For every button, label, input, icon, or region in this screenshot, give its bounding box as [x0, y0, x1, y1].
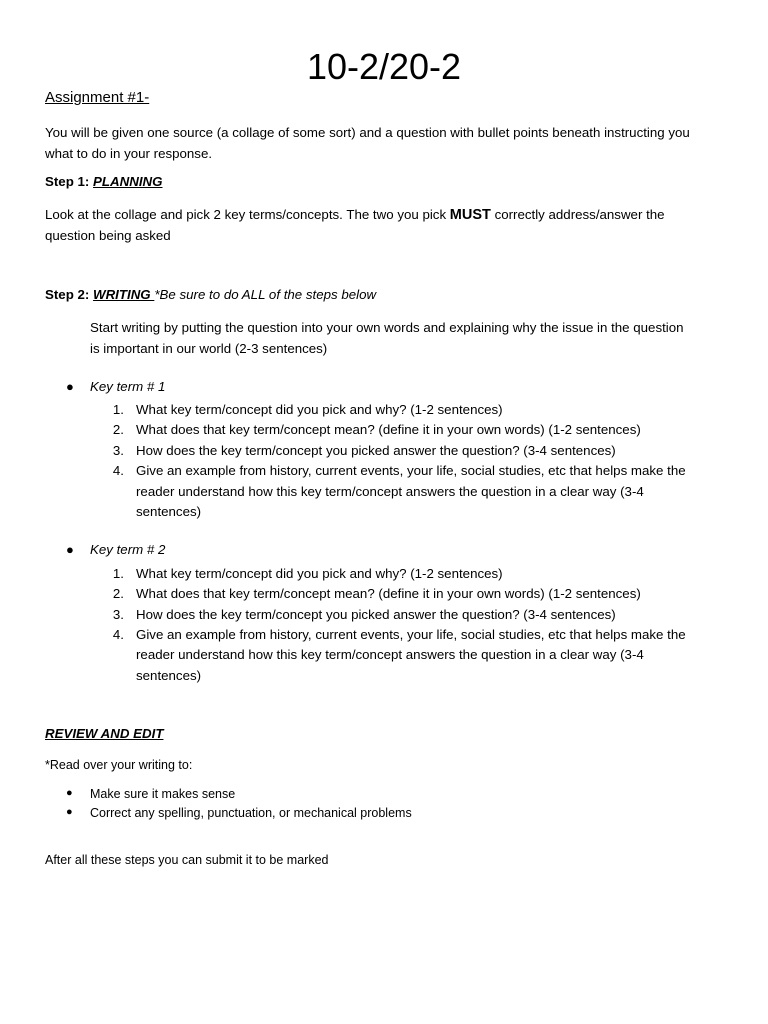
intro-line-1: You will be given one source (a collage of some sort) and a question with bullet points beneath instructing you [45, 125, 690, 140]
step1-text-after: correctly address/answer the [490, 207, 665, 222]
step2-name: WRITING [93, 287, 155, 302]
key-term-1-item-4-line-2: reader understand how this key term/concept answers the question in a clear way (3-4 [136, 484, 644, 499]
step2-heading [45, 287, 376, 302]
step1-text-before: Look at the collage and pick 2 key terms/concepts. The two you pick [45, 207, 450, 222]
must-emphasis: MUST [449, 207, 491, 223]
review-heading: REVIEW AND EDIT [45, 726, 164, 741]
step2-note: *Be sure to do ALL of the steps below [154, 287, 377, 302]
page-title: 10-2/20-2 [306, 46, 462, 87]
bullet-icon: ● [66, 542, 74, 557]
step1-heading [45, 174, 162, 189]
intro-line-2: what to do in your response. [45, 146, 213, 161]
step1-name: PLANNING [93, 174, 163, 189]
bullet-icon: ● [66, 787, 73, 799]
bullet-icon: ● [66, 379, 74, 394]
review-bullet-1: Make sure it makes sense [90, 787, 236, 801]
step2-para-line-1: Start writing by putting the question into your own words and explaining why the issue in the question [90, 320, 684, 335]
closing-text: After all these steps you can submit it to be marked [45, 853, 329, 867]
step1-line-1 [45, 204, 665, 226]
review-bullet-2: Correct any spelling, punctuation, or mechanical problems [90, 806, 412, 820]
key-term-2-item-4-line-3: sentences) [136, 668, 202, 683]
review-intro: *Read over your writing to: [45, 758, 193, 772]
key-term-1-label: Key term # 1 [90, 379, 166, 394]
step2-label: Step 2: [45, 287, 94, 302]
assignment-heading: Assignment #1- [45, 89, 150, 106]
step1-line-2: question being asked [45, 228, 171, 243]
step2-para-line-2: is important in our world (2-3 sentences) [90, 341, 328, 356]
key-term-2-label: Key term # 2 [90, 542, 166, 557]
bullet-icon: ● [66, 806, 73, 818]
key-term-2-item-4-line-2: reader understand how this key term/concept answers the question in a clear way (3-4 [136, 647, 644, 662]
key-term-1-item-4-line-3: sentences) [136, 504, 202, 519]
step1-label: Step 1: [45, 174, 94, 189]
